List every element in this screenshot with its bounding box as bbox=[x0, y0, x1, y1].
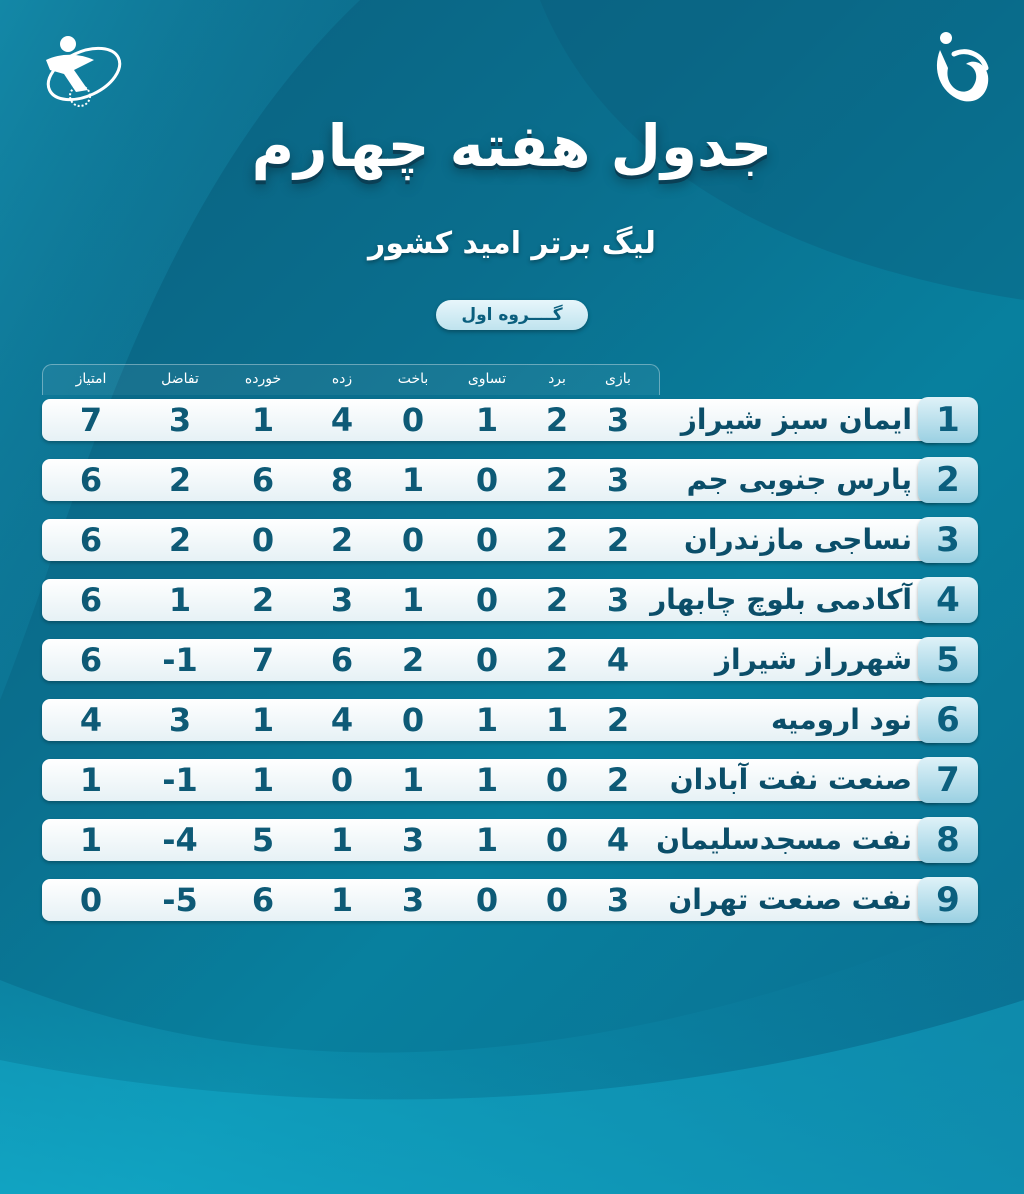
diff-cell: -4 bbox=[162, 821, 198, 859]
group-badge: گــــروه اول bbox=[436, 300, 588, 330]
rank-number: 2 bbox=[936, 460, 960, 500]
scored-cell: 3 bbox=[330, 581, 354, 619]
scored-cell: 8 bbox=[330, 461, 354, 499]
drawn-cell: 1 bbox=[475, 701, 499, 739]
won-cell: 2 bbox=[545, 521, 569, 559]
played-cell: 4 bbox=[606, 821, 630, 859]
table-row bbox=[42, 517, 978, 563]
lost-cell: 1 bbox=[401, 461, 425, 499]
scored-cell: 4 bbox=[330, 701, 354, 739]
scored-cell: 4 bbox=[330, 401, 354, 439]
drawn-cell: 0 bbox=[475, 581, 499, 619]
drawn-cell: 1 bbox=[475, 401, 499, 439]
points-cell: 7 bbox=[79, 401, 103, 439]
header-diff: تفاضل bbox=[161, 371, 199, 387]
points-cell: 6 bbox=[79, 641, 103, 679]
drawn-cell: 0 bbox=[475, 521, 499, 559]
league-logo-icon bbox=[930, 30, 994, 116]
scored-cell: 6 bbox=[330, 641, 354, 679]
table-row bbox=[42, 697, 978, 743]
scored-cell: 1 bbox=[330, 881, 354, 919]
team-name: ایمان سبز شیراز bbox=[680, 403, 912, 436]
diff-cell: 2 bbox=[168, 461, 192, 499]
header-drawn: تساوی bbox=[467, 371, 507, 387]
played-cell: 3 bbox=[606, 401, 630, 439]
won-cell: 2 bbox=[545, 641, 569, 679]
conceded-cell: 1 bbox=[251, 761, 275, 799]
points-cell: 1 bbox=[79, 821, 103, 859]
drawn-cell: 1 bbox=[475, 821, 499, 859]
won-cell: 0 bbox=[545, 761, 569, 799]
won-cell: 2 bbox=[545, 461, 569, 499]
team-name: شهرراز شیراز bbox=[714, 643, 912, 676]
rank-number: 5 bbox=[936, 640, 960, 680]
played-cell: 2 bbox=[606, 701, 630, 739]
conceded-cell: 6 bbox=[251, 461, 275, 499]
conceded-cell: 5 bbox=[251, 821, 275, 859]
drawn-cell: 0 bbox=[475, 461, 499, 499]
won-cell: 0 bbox=[545, 821, 569, 859]
conceded-cell: 2 bbox=[251, 581, 275, 619]
table-row bbox=[42, 577, 978, 623]
drawn-cell: 1 bbox=[475, 761, 499, 799]
drawn-cell: 0 bbox=[475, 641, 499, 679]
table-row bbox=[42, 877, 978, 923]
header-won: برد bbox=[548, 371, 566, 387]
table-row bbox=[42, 637, 978, 683]
points-cell: 4 bbox=[79, 701, 103, 739]
header-points: امتیاز bbox=[75, 371, 107, 387]
diff-cell: 1 bbox=[168, 581, 192, 619]
table-row bbox=[42, 817, 978, 863]
scored-cell: 0 bbox=[330, 761, 354, 799]
diff-cell: 3 bbox=[168, 401, 192, 439]
rank-number: 6 bbox=[936, 700, 960, 740]
diff-cell: -5 bbox=[162, 881, 198, 919]
scored-cell: 2 bbox=[330, 521, 354, 559]
rank-number: 4 bbox=[936, 580, 960, 620]
conceded-cell: 0 bbox=[251, 521, 275, 559]
rank-number: 1 bbox=[936, 400, 960, 440]
diff-cell: -1 bbox=[162, 761, 198, 799]
diff-cell: 3 bbox=[168, 701, 192, 739]
rank-number: 7 bbox=[936, 760, 960, 800]
points-cell: 0 bbox=[79, 881, 103, 919]
team-name: نفت مسجدسلیمان bbox=[656, 823, 912, 856]
league-subtitle: لیگ برتر امید کشور bbox=[368, 226, 656, 261]
team-name: نساجی مازندران bbox=[683, 523, 912, 556]
header-played: بازی bbox=[605, 371, 631, 387]
federation-logo-icon bbox=[28, 30, 124, 110]
lost-cell: 1 bbox=[401, 761, 425, 799]
team-name: پارس جنوبی جم bbox=[686, 463, 912, 496]
won-cell: 0 bbox=[545, 881, 569, 919]
played-cell: 2 bbox=[606, 521, 630, 559]
conceded-cell: 6 bbox=[251, 881, 275, 919]
lost-cell: 1 bbox=[401, 581, 425, 619]
table-row bbox=[42, 457, 978, 503]
lost-cell: 3 bbox=[401, 821, 425, 859]
played-cell: 4 bbox=[606, 641, 630, 679]
lost-cell: 3 bbox=[401, 881, 425, 919]
rank-number: 3 bbox=[936, 520, 960, 560]
points-cell: 1 bbox=[79, 761, 103, 799]
points-cell: 6 bbox=[79, 461, 103, 499]
header-scored: زده bbox=[331, 371, 353, 387]
played-cell: 3 bbox=[606, 581, 630, 619]
conceded-cell: 1 bbox=[251, 401, 275, 439]
team-name: نفت صنعت تهران bbox=[668, 883, 912, 916]
diff-cell: -1 bbox=[162, 641, 198, 679]
lost-cell: 0 bbox=[401, 521, 425, 559]
won-cell: 2 bbox=[545, 401, 569, 439]
diff-cell: 2 bbox=[168, 521, 192, 559]
played-cell: 3 bbox=[606, 461, 630, 499]
table-row bbox=[42, 397, 978, 443]
rank-number: 9 bbox=[936, 880, 960, 920]
won-cell: 1 bbox=[545, 701, 569, 739]
scored-cell: 1 bbox=[330, 821, 354, 859]
team-name: آکادمی بلوچ چابهار bbox=[650, 583, 912, 616]
header-conceded: خورده bbox=[244, 371, 282, 387]
drawn-cell: 0 bbox=[475, 881, 499, 919]
conceded-cell: 7 bbox=[251, 641, 275, 679]
played-cell: 2 bbox=[606, 761, 630, 799]
team-name: نود ارومیه bbox=[770, 703, 912, 736]
team-name: صنعت نفت آبادان bbox=[669, 763, 912, 796]
rank-number: 8 bbox=[936, 820, 960, 860]
lost-cell: 0 bbox=[401, 401, 425, 439]
played-cell: 3 bbox=[606, 881, 630, 919]
points-cell: 6 bbox=[79, 581, 103, 619]
table-row bbox=[42, 757, 978, 803]
points-cell: 6 bbox=[79, 521, 103, 559]
conceded-cell: 1 bbox=[251, 701, 275, 739]
header-lost: باخت bbox=[397, 371, 429, 387]
lost-cell: 2 bbox=[401, 641, 425, 679]
lost-cell: 0 bbox=[401, 701, 425, 739]
page-title: جدول هفته چهارم bbox=[251, 112, 773, 180]
won-cell: 2 bbox=[545, 581, 569, 619]
